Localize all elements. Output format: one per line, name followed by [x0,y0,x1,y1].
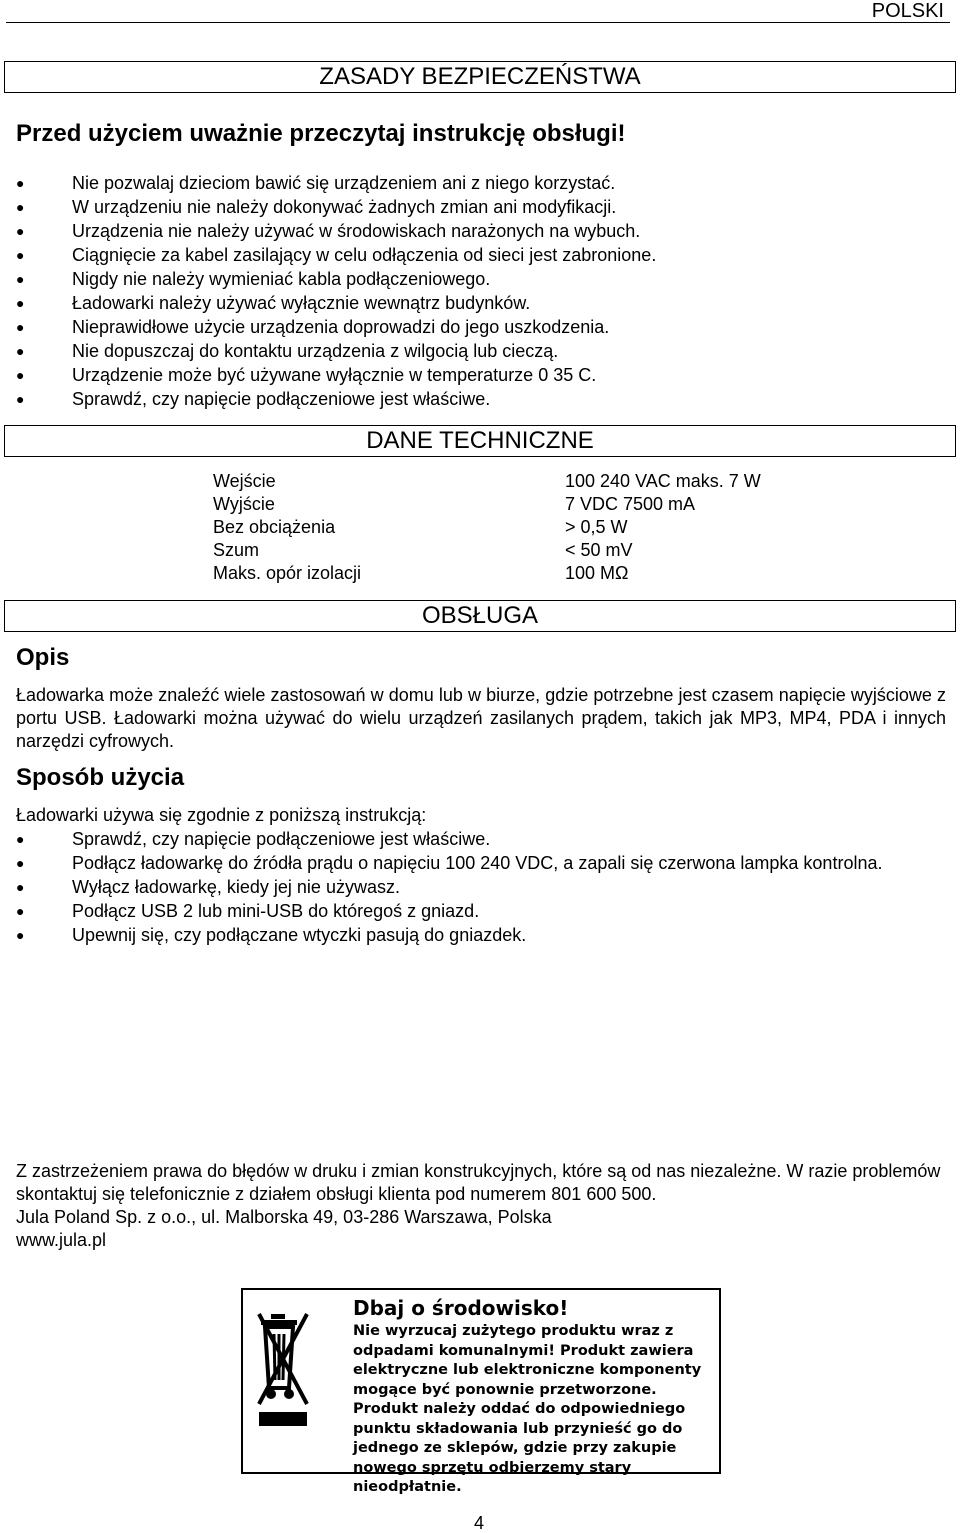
footer-address: Jula Poland Sp. z o.o., ul. Malborska 49, 03-286 Warszawa, Polska [16,1207,552,1227]
spec-value: 100 MΩ [565,563,629,583]
footer-website-link[interactable]: www.jula.pl [16,1230,107,1250]
usage-heading: Sposób użycia [16,764,185,791]
footer [16,1160,946,1252]
environment-notice-text: Nie wyrzucaj zużytego produktu wraz z odpadami komunalnymi! Produkt zawiera elektryczne lub elektroniczne komponenty mogące być ponownie przetworzone. Produkt należy oddać do odpowiedniego punktu składowania lub przynieść go do jednego ze sklepów, gdzie przy zakupie nowego sprzętu odbierzemy stary nieodpłatnie. [353,1323,702,1495]
environment-notice-text-block [353,1296,713,1498]
list-item [0,267,940,291]
list-item-text: Nie dopuszczaj do kontaktu urządzenia z wilgocią lub cieczą. [72,341,559,361]
list-item-text: Nieprawidłowe użycie urządzenia doprowadzi do jego uszkodzenia. [72,317,610,337]
list-item [0,923,946,947]
operation-title: OBSŁUGA [421,602,539,629]
list-item-text: Nigdy nie należy wymieniać kabla podłączeniowego. [72,269,491,289]
spec-label: Wyjście [213,494,275,514]
list-item-text: Podłącz USB 2 lub mini-USB do któregoś z gniazd. [72,901,480,921]
bullet-icon: ● [16,391,25,407]
page-number: 4 [474,1513,485,1533]
bullet-icon: ● [16,199,25,215]
bullet-icon: ● [16,927,25,943]
spec-label: Maks. opór izolacji [213,563,362,583]
list-item [0,387,940,411]
list-item-text: Wyłącz ładowarkę, kiedy jej nie używasz. [72,877,400,897]
header-divider [6,22,950,23]
safety-title-box [4,61,956,93]
safety-list [0,171,940,411]
spec-value: < 50 mV [565,540,633,560]
spec-value: 100 240 VAC maks. 7 W [565,471,761,491]
operation-title-box [4,600,956,632]
description-heading: Opis [16,644,70,671]
list-item [0,171,940,195]
environment-notice [241,1288,721,1495]
list-item [0,363,940,387]
technical-title-box [4,425,956,457]
list-item-text: Ciągnięcie za kabel zasilający w celu odłączenia od sieci jest zabronione. [72,245,657,265]
list-item-text: Ładowarki należy używać wyłącznie wewnątrz budynków. [72,293,531,313]
bullet-icon: ● [16,247,25,263]
list-item [0,219,940,243]
list-item-text: Nie pozwalaj dzieciom bawić się urządzeniem ani z niego korzystać. [72,173,616,193]
list-item [0,195,940,219]
footer-disclaimer: Z zastrzeżeniem prawa do błędów w druku i zmian konstrukcyjnych, które są od nas niezależne. W razie problemów skontaktuj się telefonicznie z działem obsługi klienta pod numerem 801 600 500. [16,1161,941,1204]
spec-label: Szum [213,540,260,560]
list-item-text: Urządzenie może być używane wyłącznie w temperaturze 0 35 C. [72,365,597,385]
list-item-text: Sprawdź, czy napięcie podłączeniowe jest właściwe. [72,389,491,409]
list-item-text: Upewnij się, czy podłączane wtyczki pasują do gniazdek. [72,925,527,945]
bullet-icon: ● [16,879,25,895]
bullet-icon: ● [16,271,25,287]
spec-row [213,562,761,585]
spec-value: 7 VDC 7500 mA [565,494,696,514]
list-item-text: W urządzeniu nie należy dokonywać żadnych zmian ani modyfikacji. [72,197,617,217]
header-language: POLSKI [871,0,944,22]
spec-row [213,493,761,516]
list-item [0,899,946,923]
spec-table [213,470,761,585]
list-item [0,315,940,339]
list-item-text: Urządzenia nie należy używać w środowiskach narażonych na wybuch. [72,221,641,241]
spec-value: > 0,5 W [565,517,628,537]
environment-notice-title: Dbaj o środowisko! [353,1296,569,1320]
bullet-icon: ● [16,903,25,919]
description-text: Ładowarka może znaleźć wiele zastosowań w domu lub w biurze, gdzie potrzebne jest czasem napięcie wyjściowe z portu USB. Ładowarki można używać do wielu urządzeń zasilanych prądem, takich jak MP3, MP4, PDA i innych narzędzi cyfrowych. [16,685,946,751]
spec-row [213,539,761,562]
bullet-icon: ● [16,295,25,311]
usage-list [0,827,946,947]
spec-label: Bez obciążenia [213,517,336,537]
spec-row [213,516,761,539]
bullet-icon: ● [16,175,25,191]
list-item [0,827,946,851]
spec-label: Wejście [213,471,276,491]
bullet-icon: ● [16,223,25,239]
safety-subtitle: Przed użyciem uważnie przeczytaj instrukcję obsługi! [16,120,626,147]
bullet-icon: ● [16,343,25,359]
bullet-icon: ● [16,319,25,335]
spec-row [213,470,761,493]
list-item [0,243,940,267]
list-item [0,291,940,315]
crossed-out-wheelie-bin-icon [257,1308,313,1456]
usage-intro: Ładowarki używa się zgodnie z poniższą instrukcją: [16,805,427,825]
list-item-text: Sprawdź, czy napięcie podłączeniowe jest właściwe. [72,829,491,849]
bullet-icon: ● [16,831,25,847]
bullet-icon: ● [16,855,25,871]
list-item [0,875,946,899]
list-item [0,851,946,875]
technical-title: DANE TECHNICZNE [366,427,594,454]
bullet-icon: ● [16,367,25,383]
list-item [0,339,940,363]
list-item-text: Podłącz ładowarkę do źródła prądu o napięciu 100 240 VDC, a zapali się czerwona lampka kontrolna. [72,853,883,873]
safety-title: ZASADY BEZPIECZEŃSTWA [319,63,641,90]
